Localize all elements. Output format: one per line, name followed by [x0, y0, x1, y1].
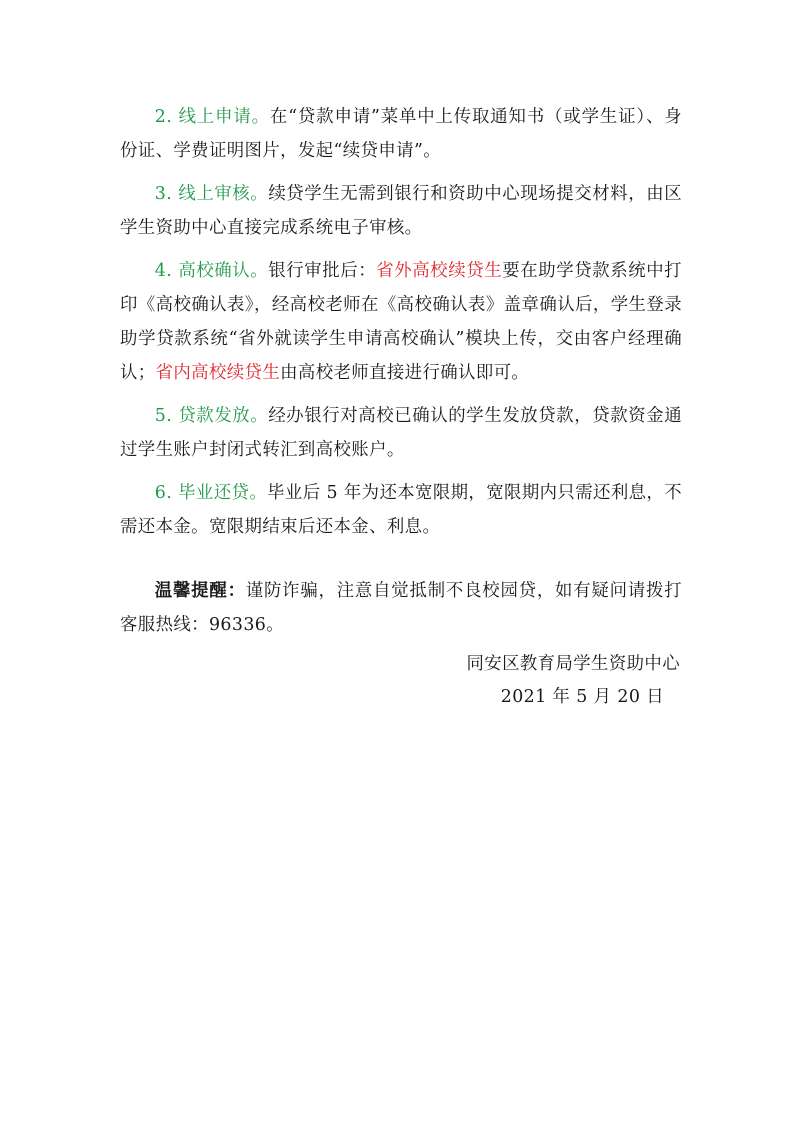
reminder-paragraph: [120, 574, 682, 642]
step-graduation-repayment: [120, 476, 682, 544]
step-label: 6. 毕业还贷。: [154, 483, 268, 503]
step-text: 毕业后 5 年为还本宽限期，宽限期内只需还利息，不需还本金。宽限期结束后还本金、利息。: [120, 483, 683, 537]
document-body: [120, 100, 683, 707]
step-university-confirmation: [120, 254, 682, 390]
step-label: 2. 线上申请。: [154, 107, 270, 127]
reminder-label: 温馨提醒：: [154, 581, 246, 601]
highlight-in-province: 省内高校续贷生: [155, 363, 281, 383]
highlight-out-of-province: 省外高校续贷生: [376, 261, 503, 281]
signature-organization: 同安区教育局学生资助中心: [466, 654, 680, 674]
step-text: 续贷学生无需到银行和资助中心现场提交材料，由区学生资助中心直接完成系统电子审核。: [120, 184, 683, 238]
reminder-text: 谨防诈骗，注意自觉抵制不良校园贷，如有疑问请拨打客服热线：96336。: [120, 581, 682, 635]
step-text: 经办银行对高校已确认的学生发放贷款，贷款资金通过学生账户封闭式转汇到高校账户。: [120, 406, 683, 460]
step-text: 由高校老师直接进行确认即可。: [280, 363, 530, 383]
step-loan-disbursement: [120, 399, 682, 467]
step-online-application: [120, 100, 682, 168]
step-label: 3. 线上审核。: [154, 184, 269, 204]
step-online-review: [120, 177, 682, 245]
step-text: 在“贷款申请”菜单中上传取通知书（或学生证）、身份证、学费证明图片，发起“续贷申请”。: [120, 107, 683, 161]
signature-date: 2021 年 5 月 20 日: [500, 687, 664, 707]
step-text: 要在助学贷款系统中打印《高校确认表》，经高校老师在《高校确认表》盖章确认后，学生登录助学贷款系统“省外就读学生申请高校确认”模块上传，交由客户经理确认；: [120, 261, 682, 383]
step-label: 4. 高校确认。: [154, 261, 269, 281]
step-text: 银行审批后：: [268, 261, 377, 281]
step-label: 5. 贷款发放。: [154, 406, 269, 426]
